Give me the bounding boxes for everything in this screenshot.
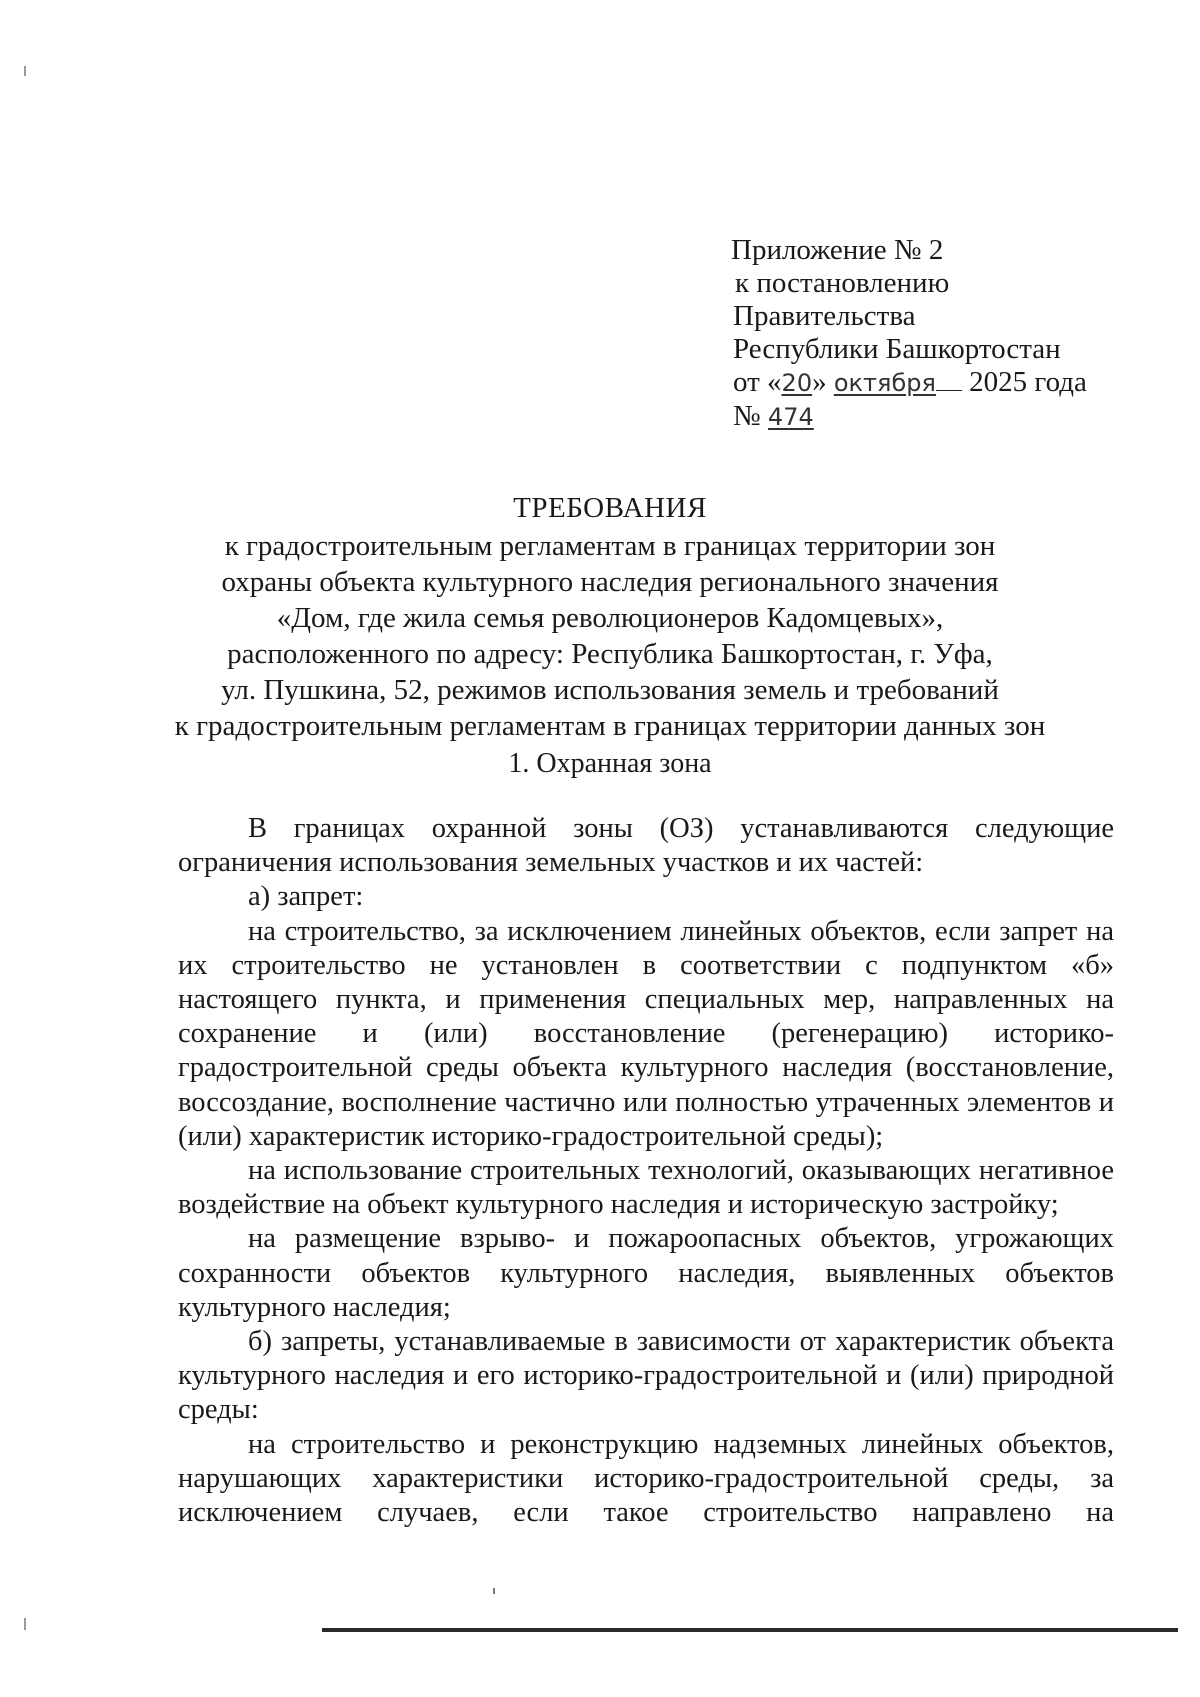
date-year: 2025 года [969, 366, 1087, 398]
paragraph: на строительство и реконструкцию надземных линейных объектов, нарушающих характеристики историко-градостроительной среды, за исключением случаев, если такое строительство направлено на [178, 1428, 1114, 1529]
scan-bottom-rule [322, 1628, 1178, 1632]
scan-margin-mark [24, 66, 26, 76]
title-line: ул. Пушкина, 52, режимов использования земель и требований [221, 674, 999, 706]
document-title: ТРЕБОВАНИЯ [513, 492, 707, 524]
scan-speck [493, 1588, 495, 1594]
date-blank-line [936, 366, 962, 391]
title-line: «Дом, где жила семья революционеров Кадомцевых», [276, 602, 944, 634]
date-day: 20 [781, 369, 813, 397]
appendix-number: Приложение № 2 [731, 234, 944, 266]
paragraph: В границах охранной зоны (ОЗ) устанавливаются следующие ограничения использования земельных участков и их частей: [178, 813, 1114, 879]
number-value: 474 [767, 403, 814, 431]
appendix-resolution-ref: к постановлению [735, 267, 950, 299]
title-line: к градостроительным регламентам в границах территории данных зон [174, 710, 1046, 742]
date-month: октября [833, 369, 936, 397]
appendix-doc-number [733, 400, 1133, 434]
appendix-date [733, 366, 1133, 400]
paragraph: на размещение взрыво- и пожароопасных объектов, угрожающих сохранности объектов культурного наследия, выявленных объектов культурного наследия; [178, 1223, 1114, 1323]
date-mid: » [812, 366, 827, 398]
title-line: расположенного по адресу: Республика Башкортостан, г. Уфа, [227, 638, 993, 670]
paragraph: а) запрет: [248, 881, 364, 913]
title-line: охраны объекта культурного наследия регионального значения [221, 566, 999, 598]
paragraph: на строительство, за исключением линейных объектов, если запрет на их строительство не установлен в соответствии с подпунктом «б» настоящего пункта, и применения специальных мер, направленных на сохранение и (или) восстановление (регенерацию) историко-градостроительной среды объекта культурного наследия (восстановление, воссоздание, восполнение частично или полностью утраченных элементов и (или) характеристик историко-градостроительной среды); [178, 915, 1114, 1152]
document-title-block [150, 490, 1070, 744]
paragraph: на использование строительных технологий, оказывающих негативное воздействие на объект культурного наследия и историческую застройку; [178, 1155, 1114, 1221]
section-heading: 1. Охранная зона [508, 748, 712, 779]
number-prefix: № [733, 400, 761, 432]
appendix-government: Правительства [733, 300, 916, 332]
scan-margin-mark [24, 1618, 26, 1630]
date-prefix: от « [733, 366, 782, 398]
paragraph: б) запреты, устанавливаемые в зависимости от характеристик объекта культурного наследия и его историко-градостроительной и (или) природной среды: [178, 1326, 1114, 1426]
appendix-republic: Республики Башкортостан [733, 333, 1061, 365]
title-line: к градостроительным регламентам в границах территории зон [224, 530, 996, 562]
document-body [178, 812, 1114, 1530]
appendix-header [733, 234, 1133, 434]
